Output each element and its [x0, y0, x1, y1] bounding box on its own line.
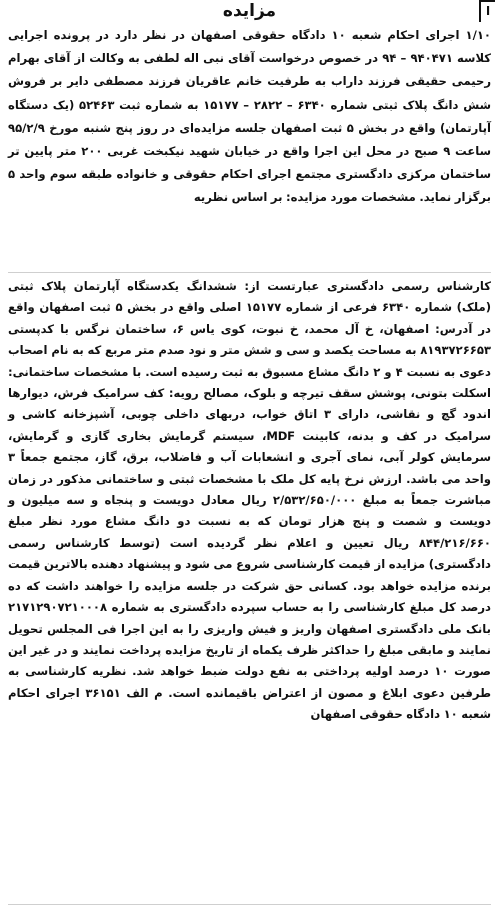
notice-header [0, 0, 499, 22]
notice-section-upper [8, 24, 491, 270]
notice-paragraph-1: ۱/۱۰ اجرای احکام شعبه ۱۰ دادگاه حقوقی اصفهان در نظر دارد در پرونده اجرایی کلاسه ۹۴۰۴۷۱ – ۹۴ در خصوص درخواست آقای نبی اله لطفی به وکالت از آقای بهرام رحیمی حقیقی فرزند داراب به طرفیت خانم عاقریان فرزند مصطفی دایر بر فروش شش دانگ پلاک ثبتی شماره ۶۳۴۰ – ۲۸۲۲ – ۱۵۱۷۷ به شماره ثبت ۵۲۴۶۳ (یک دستگاه آپارتمان) واقع در بخش ۵ ثبت اصفهان جلسه مزایده‌ای در روز پنج شنبه مورخ ۹۵/۲/۹ ساعت ۹ صبح در محل این اجرا واقع در خیابان شهید نیکبخت غربی ۲۰۰ متر پایین تر ساختمان مرکزی دادگستری مجتمع اجرای احکام حقوقی و خانواده طبقه سوم واحد ۵ برگزار نماید. مشخصات مورد مزایده: بر اساس نظریه [8, 28, 492, 205]
notice-paragraph-2: کارشناس رسمی دادگستری عبارتست از: ششدانگ یکدستگاه آپارتمان پلاک ثبتی (ملک) شماره ۶۳۴۰ فرعی از شماره ۱۵۱۷۷ اصلی واقع در بخش ۵ ثبت اصفهان واقع در آدرس: اصفهان، خ آل محمد، خ نبوت، کوی یاس ۶، ساختمان نرگس با کدپستی ۸۱۹۳۷۲۶۶۵۳ به مساحت یکصد و سی و شش متر و نود صدم متر مربع که به نام اصحاب دعوی به نسبت ۴ و ۲ دانگ مشاع مسبوق به ثبت رسیده است. با مشخصات ساختمانی: اسکلت بتونی، پوشش سقف تیرچه و بلوک، مصالح رویه: کف سرامیک فرش، دیوارها اندود گچ و نقاشی، دارای ۳ اتاق خواب، دربهای داخلی چوبی، آشپزخانه کاشی و سرامیک در کف و بدنه، کابینت MDF، سیستم گرمایش بخاری گازی و گرمایش، سرمایش کولر آبی، نمای آجری و انشعابات آب و فاضلاب، برق، گاز، مجتمع جمعاً ۳ واحد می باشد. ارزش نرخ پایه کل ملک با مشخصات ثبتی و ساختمانی مذکور در زمان مباشرت جمعاً به مبلغ ۲/۵۳۲/۶۵۰/۰۰۰ ریال معادل دویست و پنجاه و سه میلیون و دویست و شصت و پنج هزار تومان که به نسبت دو دانگ مشاع مورد نظر مبلغ ۸۴۴/۲۱۶/۶۶۰ ریال تعیین و اعلام نظر گردیده است (توسط کارشناس رسمی دادگستری) مزایده از قیمت کارشناسی شروع می شود و پیشنهاد دهنده بالاترین قیمت برنده مزایده خواهد بود. کسانی حق شرکت در جلسه مزایده را خواهند داشت که ده درصد کل مبلغ کارشناسی را به حساب سپرده دادگستری به شماره ۲۱۷۱۲۹۰۷۲۱۰۰۰۸ بانک ملی دادگستری اصفهان واریز و فیش واریزی را به این اجرا فی المجلس تحویل نمایند و مابقی مبلغ را حداکثر ظرف یکماه از تاریخ مزایده پرداخت نمایند و در غیر این صورت ۱۰ درصد اولیه پرداختی به نفع دولت ضبط خواهد شد. نظریه کارشناسی به طرفین دعوی ابلاغ و مصون از اعتراض باقیمانده است. م الف ۳۶۱۵۱ اجرای احکام شعبه ۱۰ دادگاه حقوقی اصفهان [8, 279, 492, 722]
bottom-divider [8, 904, 491, 905]
notice-title: مزایده [222, 1, 277, 21]
notice-section-lower [8, 276, 491, 888]
column-divider [8, 272, 491, 273]
corner-mark: ا [479, 0, 495, 22]
